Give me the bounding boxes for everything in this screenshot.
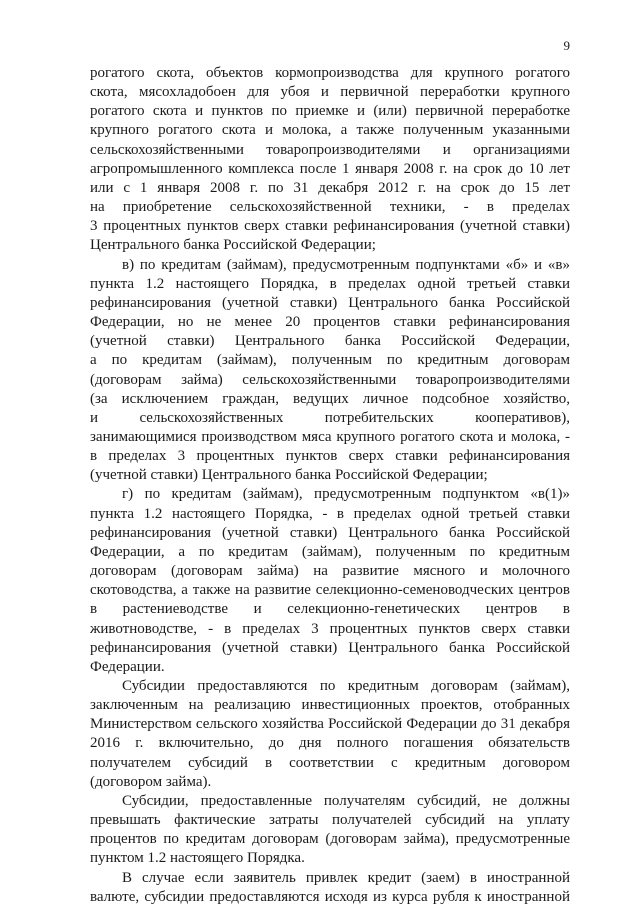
text-line: и сельскохозяйственных потребительских кооперативов), <box>90 409 570 426</box>
text-line: (договорам займа) сельскохозяйственными товаропроизводителями <box>90 371 570 388</box>
text-line: а по кредитам (займам), полученным по кредитным договорам <box>90 352 570 369</box>
text-line: Федерации, а по кредитам (займам), полученным по кредитным <box>90 543 570 560</box>
text-line: сельскохозяйственными товаропроизводителями и организациями <box>90 141 570 158</box>
page-number: 9 <box>563 38 570 53</box>
text-line: в пределах 3 процентных пунктов сверх ставки рефинансирования <box>90 448 570 465</box>
text-line: (договором займа). <box>90 773 212 790</box>
text-line: в) по кредитам (займам), предусмотренным подпунктами «б» и «в» <box>122 256 570 273</box>
text-line: агропромышленного комплекса после 1 января 2008 г. на срок до 10 лет <box>90 160 570 177</box>
text-line: пункта 1.2 настоящего Порядка, в пределах одной третьей ставки <box>90 275 570 292</box>
text-line: рефинансирования (учетной ставки) Центрального банка Российской <box>90 639 570 656</box>
text-line: процентов по кредитам договорам (договорам займа), предусмотренные <box>90 831 570 848</box>
text-line: крупного рогатого скота и молока, а также полученным указанными <box>90 122 570 139</box>
text-line: пункта 1.2 настоящего Порядка, - в пределах одной третьей ставки <box>90 505 570 522</box>
text-line: 3 процентных пунктов сверх ставки рефинансирования (учетной ставки) <box>90 218 570 235</box>
text-line: В случае если заявитель привлек кредит (заем) в иностранной <box>122 869 570 886</box>
text-line: договорам (договорам займа) на развитие мясного и молочного <box>90 563 570 580</box>
text-line: г) по кредитам (займам), предусмотренным подпунктом «в(1)» <box>122 486 570 503</box>
paragraph-continuation <box>90 64 570 256</box>
paragraph-foreign-currency <box>90 869 570 907</box>
text-line: получателем субсидий в соответствии с кредитным договором <box>90 754 570 771</box>
text-line: занимающимися производством мяса крупного рогатого скота и молока, - <box>90 428 570 445</box>
text-line: животноводстве, - в пределах 3 процентных пунктов сверх ставки <box>90 620 570 637</box>
text-line: рефинансирования (учетной ставки) Центрального банка Российской <box>90 524 570 541</box>
text-line: Субсидии, предоставленные получателям субсидий, не должны <box>122 792 570 809</box>
paragraph-subsidy-contracts <box>90 677 570 792</box>
text-line: в растениеводстве и селекционно-генетических центров в <box>90 601 570 618</box>
text-line: рефинансирования (учетной ставки) Центрального банка Российской <box>90 294 570 311</box>
text-line: заключенным на реализацию инвестиционных проектов, отобранных <box>90 697 570 714</box>
text-line: 2016 г. включительно, до дня полного погашения обязательств <box>90 735 570 752</box>
text-line: Федерации. <box>90 658 165 675</box>
text-line: валюте, субсидии предоставляются исходя из курса рубля к иностранной <box>90 888 570 905</box>
text-line: Министерством сельского хозяйства Российской Федерации до 31 декабря <box>90 716 570 733</box>
text-line: превышать фактические затраты получателей субсидий на уплату <box>90 812 570 829</box>
text-line: на приобретение сельскохозяйственной техники, - в пределах <box>90 199 570 216</box>
text-line: рогатого скота и пунктов по приемке и (или) первичной переработке <box>90 103 570 120</box>
paragraph-item-v <box>90 256 570 486</box>
document-body <box>90 64 570 907</box>
text-line: (учетной ставки) Центрального банка Российской Федерации; <box>90 467 488 484</box>
paragraph-item-g <box>90 485 570 677</box>
text-line: (учетной ставки) Центрального банка Российской Федерации, <box>90 333 570 350</box>
text-line: Субсидии предоставляются по кредитным договорам (займам), <box>122 678 570 694</box>
text-line: (за исключением граждан, ведущих личное подсобное хозяйство, <box>90 390 570 407</box>
text-line: Федерации, но не менее 20 процентов ставки рефинансирования <box>90 314 570 331</box>
text-line: рогатого скота, объектов кормопроизводства для крупного рогатого <box>90 65 570 81</box>
text-line: пунктом 1.2 настоящего Порядка. <box>90 850 305 867</box>
text-line: скота, мясохладобоен для убоя и первичной переработки крупного <box>90 84 570 101</box>
text-line: или с 1 января 2008 г. по 31 декабря 2012 г. на срок до 15 лет <box>90 179 570 196</box>
text-line: Центрального банка Российской Федерации; <box>90 237 376 254</box>
text-line: скотоводства, а также на развитие селекционно-семеноводческих центров <box>90 582 570 599</box>
paragraph-subsidy-limit <box>90 792 570 869</box>
